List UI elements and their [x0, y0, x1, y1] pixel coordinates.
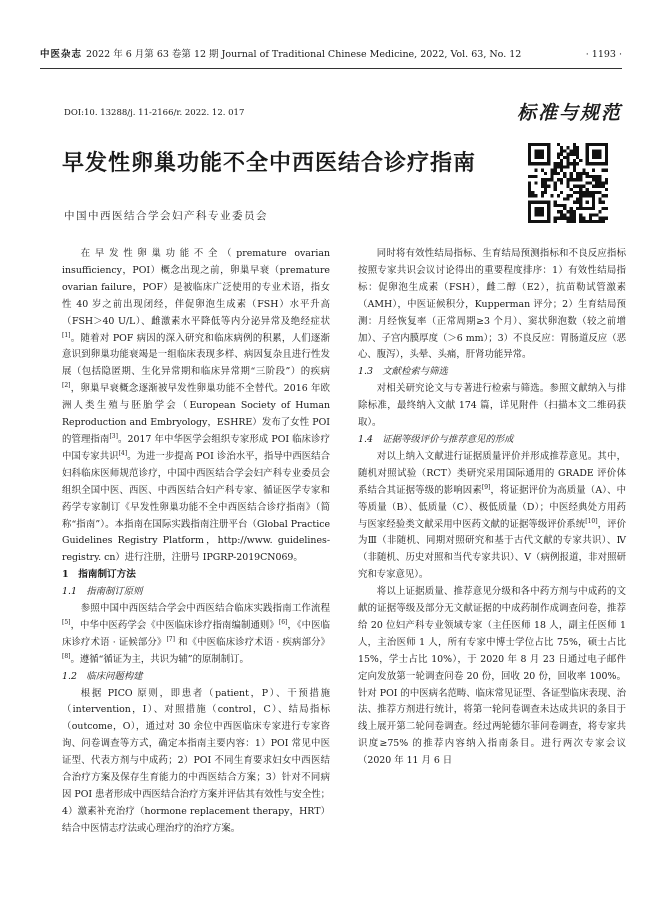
- citation-ref: [5]: [62, 618, 71, 626]
- journal-name: 中医杂志: [40, 49, 83, 60]
- section-heading: 1 指南制订方法: [62, 569, 136, 581]
- paragraph-principles: 参照中国中西医结合学会中西医结合临床实践指南工作流程[5]，中华中医药学会《中医临床诊疗指南编制通则》[6]，《中医临床诊疗术语 · 证候部分》[7] 和《中医临床诊疗术语 · 疾病部分》[8]。遵循“循证为主，共识为辅”的原制制订。: [62, 603, 330, 665]
- running-header: [40, 46, 622, 64]
- doi: DOI:10. 13288/j. 11-2166/r. 2022. 12. 017: [64, 108, 245, 118]
- author-line: 中国中西医结合学会妇产科专业委员会: [64, 210, 268, 222]
- citation-ref: [8]: [62, 652, 71, 660]
- citation-ref: [6]: [278, 618, 288, 626]
- paragraph-delphi: 将以上证据质量、推荐意见分级和各中药方剂与中成药的文献的证据等级及部分无文献证据的中成药制作成调查问卷，推荐给 20 位妇产科专业领域专家（主任医师 18 人，副主任医师 1 人，主治医师 1 人，所有专家中博士学位占比 75%，硕士占比 15%，学士占比 10%），于 2020 年 8 月 23 日通过电子邮件定向发放第一轮调查问卷 20 份，回收 20 份，回收率 100%。针对 POI 的中医病名范畴、临床常见证型、各证型临床表现、治法、推荐方剂进行统计，将第一轮问卷调查未达成共识的条目于线上展开第二轮问卷调查。经过两轮德尔菲问卷调查，将专家共识度≥75% 的推荐内容纳入指南条目。进行两次专家会议（2020 年 11 月 6 日: [358, 586, 626, 767]
- citation-ref: [7]: [166, 635, 175, 643]
- paragraph-outcomes: 同时将有效性结局指标、生育结局预测指标和不良反应指标按照专家共识会议讨论得出的重要程度排序：1）有效性结局指标：促卵泡生成素（FSH），雌二醇（E2），抗苗勒试管激素（AMH），中医证候积分，Kupperman 评分；2）生育结局预测：月经恢复率（正常周期≥3 个月）、窦状卵泡数（较之前增加）、子宫内膜厚度（＞6 mm）；3）不良反应：胃肠道反应（恶心、腹泻），头晕、头痛，肝肾功能异常。: [358, 248, 626, 361]
- page-number: · 1193 ·: [585, 49, 622, 60]
- paragraph-intro: 在早发性卵巢功能不全（premature ovarian insufficiency，POI）概念出现之前，卵巢早衰（premature ovarian failure，POF）是被临床广泛使用的专业术语，指女性 40 岁之前出现闭经，伴促卵泡生成素（FSH）水平升高（FSH＞40 U/L）、雌激素水平降低等内分泌异常及绝经症状[1]。随着对 POF 病因的深入研究和临床病例的积累，人们逐渐意识到卵巢功能衰竭是一组临床表现多样、病因复杂且进行性发展（包括隐匿期、生化异常期和临床异常期“三阶段”）的疾病[2]，卵巢早衰概念逐渐被早发性卵巢功能不全替代。2016 年欧洲人类生殖与胚胎学会（European Society of Human Reproduction and Embryology，ESHRE）发布了女性 POI 的管理指南[3]。2017 年中华医学会组织专家形成 POI 临床诊疗中国专家共识[4]。为进一步提高 POI 诊治水平，指导中西医结合妇科临床医师规范诊疗，中国中西医结合学会妇产科专业委员会组织全国中医、西医、中西医结合妇产科专家、循证医学专家和药学专家制订《早发性卵巢功能不全中西医结合诊疗指南》（简称“指南”）。本指南在国际实践指南注册平台（Global Practice Guidelines Registry Platform，http://www. guidelines-registry. cn）进行注册，注册号 IPGRP-2019CN069。: [62, 248, 330, 564]
- body-column-right: [358, 246, 626, 770]
- paragraph-evidence: 对以上纳入文献进行证据质量评价并形成推荐意见。其中，随机对照试验（RCT）类研究采用国际通用的 GRADE 评价体系结合其证据等级的影响因素[9]，将证据评价为高质量（A）、中等质量（B）、低质量（C）、极低质量（D）；中医经典处方用药与医家经验类文献采用中医药文献的证据等级评价系统[10]，评价为Ⅲ（非随机、同期对照研究和基于古代文献的专家共识）、Ⅳ（非随机、历史对照和当代专家共识）、V（病例报道，非对照研究和专家意见）。: [358, 450, 626, 581]
- citation-ref: [4]: [118, 449, 128, 457]
- subsection-heading: 1.4 证据等级评价与推荐意见的形成: [358, 433, 514, 445]
- subsection-heading: 1.3 文献检索与筛选: [358, 366, 448, 378]
- citation-ref: [1]: [62, 331, 71, 339]
- qr-code-icon: [528, 143, 608, 223]
- citation-ref: [10]: [585, 517, 598, 525]
- subsection-heading: 1.1 指南制订原则: [62, 586, 143, 598]
- subsection-heading: 1.2 临床问题构建: [62, 670, 143, 682]
- paragraph-literature: 对相关研究论文与专著进行检索与筛选。参照文献纳入与排除标准，最终纳入文献 174 篇，详见附件（扫描本文二维码获取）。: [358, 383, 626, 429]
- paragraph-pico: 根据 PICO 原则，即患者（patient，P）、干预措施（intervention，I）、对照措施（control，C）、结局指标（outcome，O），通过对 30 余位中西医临床专家进行专家咨询、问卷调查等方式，确定本指南主要内容：1）POI 常见中医证型、代表方剂与中成药；2）POI 不同生育要求妇女中西医结合治疗方案及保存生育能力的中西医结合方案；3）针对不同病因 POI 患者形成中西医结合治疗方案并评估其有效性与安全性；4）激素补充治疗（hormone replacement therapy，HRT）结合中医情志疗法或心理治疗的治疗方案。: [62, 687, 330, 834]
- journal-citation: 2022 年 6 月第 63 卷第 12 期 Journal of Traditional Chinese Medicine, 2022, Vol. 63, No. 12: [86, 49, 522, 60]
- body-column-left: [62, 246, 330, 838]
- citation-ref: [2]: [62, 382, 71, 390]
- article-title: 早发性卵巢功能不全中西医结合诊疗指南: [62, 150, 477, 176]
- citation-ref: [3]: [109, 432, 118, 440]
- header-divider: [40, 68, 622, 69]
- citation-ref: [9]: [481, 483, 491, 491]
- column-tag: 标准与规范: [516, 102, 622, 124]
